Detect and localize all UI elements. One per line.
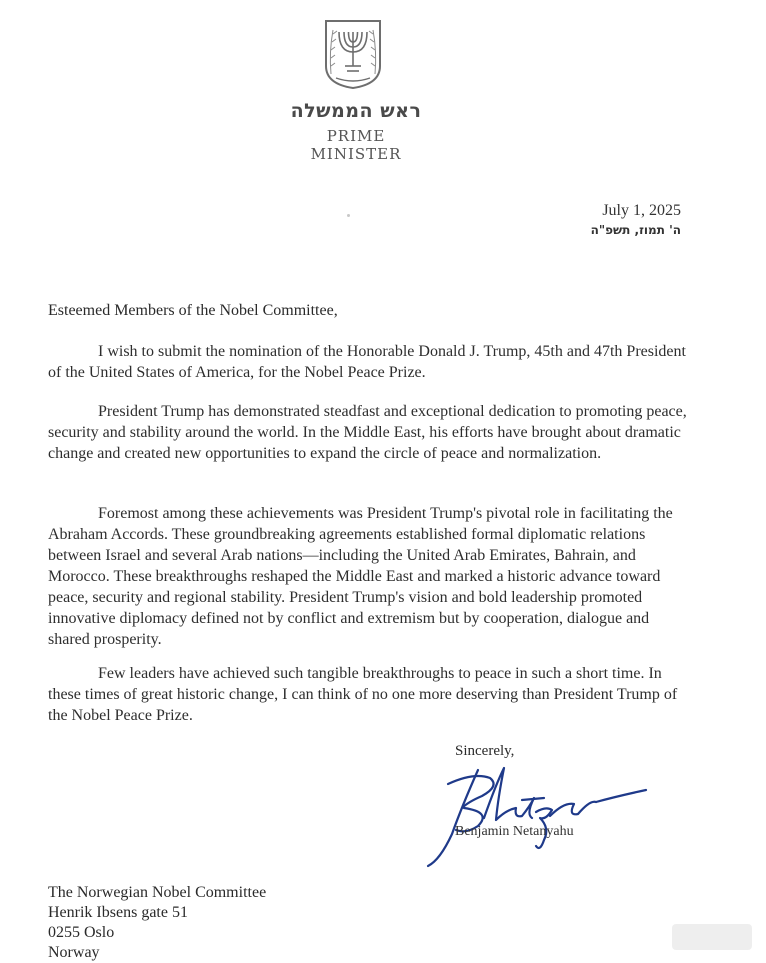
address-line: The Norwegian Nobel Committee	[48, 884, 267, 901]
office-hebrew-title: ראש הממשלה	[290, 100, 422, 122]
letter-date: July 1, 2025	[602, 202, 681, 219]
office-title: PRIME MINISTER	[310, 127, 402, 163]
handwritten-signature	[418, 762, 653, 870]
letter-paragraph: Foremost among these achievements was President Trump's pivotal role in facilitating the Abraham Accords. These groundbreaking agreements established formal diplomatic relations between Israel and several Arab nations—including the United Arab Emirates, Bahrain, and Morocco. These breakthroughs reshaped the Middle East and marked a historic advance toward peace, security and regional stability. President Trump's vision and bold leadership promoted innovative diplomacy defined not by conflict and extremism but by cooperation, dialogue and shared prosperity.	[48, 505, 673, 648]
address-line: Norway	[48, 944, 100, 961]
closing: Sincerely,	[455, 743, 515, 759]
letter-paragraph: President Trump has demonstrated steadfast and exceptional dedication to promoting peace, security and stability around the world. In the Middle East, his efforts have brought about dramatic change and created new opportunities to expand the circle of peace and normalization.	[48, 403, 687, 462]
letter-paragraph: I wish to submit the nomination of the Honorable Donald J. Trump, 45th and 47th President of the United States of America, for the Nobel Peace Prize.	[48, 343, 686, 381]
letter-date-hebrew: ה' תמוז, תשפ"ה	[590, 223, 681, 237]
signer-name: Benjamin Netanyahu	[455, 824, 574, 839]
address-line: 0255 Oslo	[48, 924, 115, 941]
salutation: Esteemed Members of the Nobel Committee,	[48, 302, 338, 319]
watermark-badge	[672, 924, 752, 950]
speck-mark	[347, 214, 350, 217]
state-emblem-icon	[322, 18, 384, 90]
address-line: Henrik Ibsens gate 51	[48, 904, 188, 921]
letter-paragraph: Few leaders have achieved such tangible breakthroughs to peace in such a short time. In these times of great historic change, I can think of no one more deserving than President Trump of the Nobel Peace Prize.	[48, 665, 678, 724]
recipient-address	[48, 883, 266, 963]
